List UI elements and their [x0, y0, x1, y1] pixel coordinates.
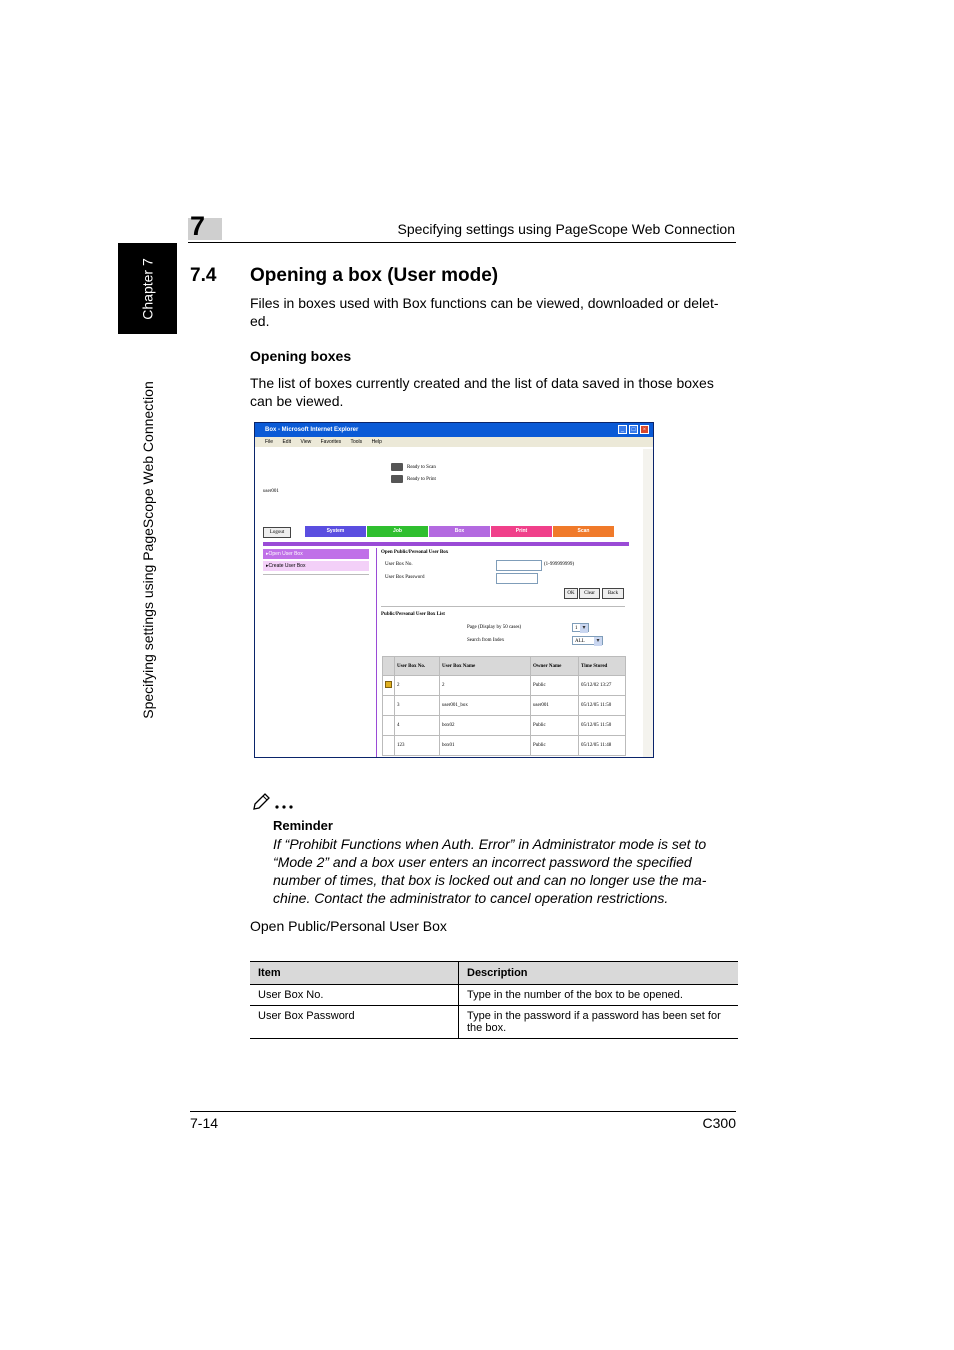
cell-owner: Public [531, 676, 579, 696]
cell-box-name: box01 [440, 736, 531, 756]
side-tab-chapter-label: Chapter 7 [139, 257, 156, 320]
header-rule [188, 242, 736, 243]
user-name: user001 [263, 489, 279, 494]
password-input [496, 573, 538, 584]
cell-box-no: 2 [395, 676, 440, 696]
cell-box-name: 2 [440, 676, 531, 696]
header-item: Item [250, 962, 459, 985]
section-divider [381, 606, 625, 607]
browser-title-bar: Box - Microsoft Internet Explorer [255, 423, 653, 437]
running-title: Specifying settings using PageScope Web Connection [397, 221, 735, 237]
browser-screenshot [254, 422, 654, 758]
subsection-title: Opening boxes [250, 348, 352, 364]
section-title: Opening a box (User mode) [250, 265, 499, 286]
scanner-icon [391, 463, 403, 471]
page-label: Page (Display by 50 cases) [467, 625, 522, 630]
side-tab-section [118, 345, 177, 755]
cell-time: 05/12/02 13:27 [579, 676, 626, 696]
tab-box: Box [429, 526, 490, 537]
col-time: Time Stored [579, 657, 626, 676]
header-description: Description [459, 962, 739, 985]
table-caption: Open Public/Personal User Box [250, 918, 447, 934]
cell-box-no: 3 [395, 696, 440, 716]
logout-button: Logout [263, 527, 291, 538]
table-row [250, 1006, 738, 1039]
minimize-icon: _ [618, 425, 627, 434]
description-table [250, 961, 738, 1039]
cell-box-no: 123 [395, 736, 440, 756]
reminder-text: If “Prohibit Functions when Auth. Error” in Administrator mode is set to “Mode 2” and a box user enters an incorrect password the specified number of times, that box is locked out and can no longer use the ma- chine. Contact the administrator to cancel operation restrictions. [273, 836, 707, 906]
subsection-text: The list of boxes currently created and the list of data saved in those boxes can be viewed. [250, 375, 714, 409]
cell-item: User Box No. [250, 985, 459, 1006]
close-icon: × [640, 425, 649, 434]
cell-owner: Public [531, 716, 579, 736]
section-number: 7.4 [190, 265, 217, 286]
box-list-header [383, 657, 626, 676]
search-label: Search from Index [467, 638, 505, 643]
cell-description: Type in the number of the box to be opened. [459, 985, 739, 1006]
menu-edit: Edit [282, 439, 292, 445]
table-row [383, 716, 626, 736]
printer-icon [391, 475, 403, 483]
password-label: User Box Password [385, 575, 425, 580]
left-menu-divider [263, 574, 369, 575]
menu-help: Help [371, 439, 382, 445]
side-tab-chapter [118, 243, 177, 334]
maximize-icon: □ [629, 425, 638, 434]
browser-menu-bar [255, 437, 653, 447]
page-select: 1 ▾ [572, 623, 589, 632]
search-select: ALL ▾ [572, 636, 603, 645]
cell-description: Type in the password if a password has been set for the box. [459, 1006, 739, 1039]
col-box-name: User Box Name [440, 657, 531, 676]
content-divider [376, 548, 377, 758]
tab-scan: Scan [553, 526, 614, 537]
box-no-input [496, 560, 542, 571]
lock-column [383, 657, 395, 676]
menu-favorites: Favorites [320, 439, 342, 445]
tab-job: Job [367, 526, 428, 537]
menu-tools: Tools [350, 439, 363, 445]
pencil-note-icon [252, 790, 296, 810]
table-row [383, 676, 626, 696]
back-button: Back [602, 588, 624, 599]
reminder-title: Reminder [273, 818, 333, 833]
chapter-number: 7 [190, 211, 206, 241]
box-list-table [382, 656, 626, 756]
tab-print: Print [491, 526, 552, 537]
box-list-title: Public/Personal User Box List [381, 612, 445, 617]
table-row [383, 696, 626, 716]
ok-button: OK [564, 588, 578, 599]
clear-button: Clear [579, 588, 600, 599]
cell-box-name: box02 [440, 716, 531, 736]
status-print: Ready to Print [407, 477, 436, 482]
side-tab-section-label: Specifying settings using PageScope Web Connection [139, 381, 156, 719]
cell-time: 05/12/05 11:48 [579, 736, 626, 756]
table-row [383, 736, 626, 756]
browser-scrollbar [642, 449, 653, 757]
section-intro: Files in boxes used with Box functions can be viewed, downloaded or delet- ed. [250, 295, 719, 329]
menu-file: File [265, 439, 274, 445]
nav-divider-bar [263, 542, 629, 546]
cell-box-name: user001_box [440, 696, 531, 716]
cell-box-no: 4 [395, 716, 440, 736]
menu-view: View [300, 439, 312, 445]
cell-owner: Public [531, 736, 579, 756]
col-owner: Owner Name [531, 657, 579, 676]
menu-create-user-box: ▸Create User Box [263, 561, 369, 571]
model-name: C300 [702, 1115, 736, 1131]
box-no-range: (1-999999999) [544, 562, 574, 567]
open-box-title: Open Public/Personal User Box [381, 550, 449, 555]
cell-time: 05/12/05 11:50 [579, 696, 626, 716]
tab-system: System [305, 526, 366, 537]
lock-icon [383, 676, 395, 696]
menu-open-user-box: ▸Open User Box [263, 549, 369, 559]
status-scan: Ready to Scan [407, 465, 436, 470]
cell-time: 05/12/05 11:50 [579, 716, 626, 736]
browser-content [257, 449, 643, 757]
footer-rule [190, 1111, 736, 1112]
col-box-no: User Box No. [395, 657, 440, 676]
table-row [250, 985, 738, 1006]
page-number: 7-14 [190, 1115, 219, 1131]
box-no-label: User Box No. [385, 562, 413, 567]
description-table-header [250, 962, 738, 985]
cell-owner: user001 [531, 696, 579, 716]
cell-item: User Box Password [250, 1006, 459, 1039]
